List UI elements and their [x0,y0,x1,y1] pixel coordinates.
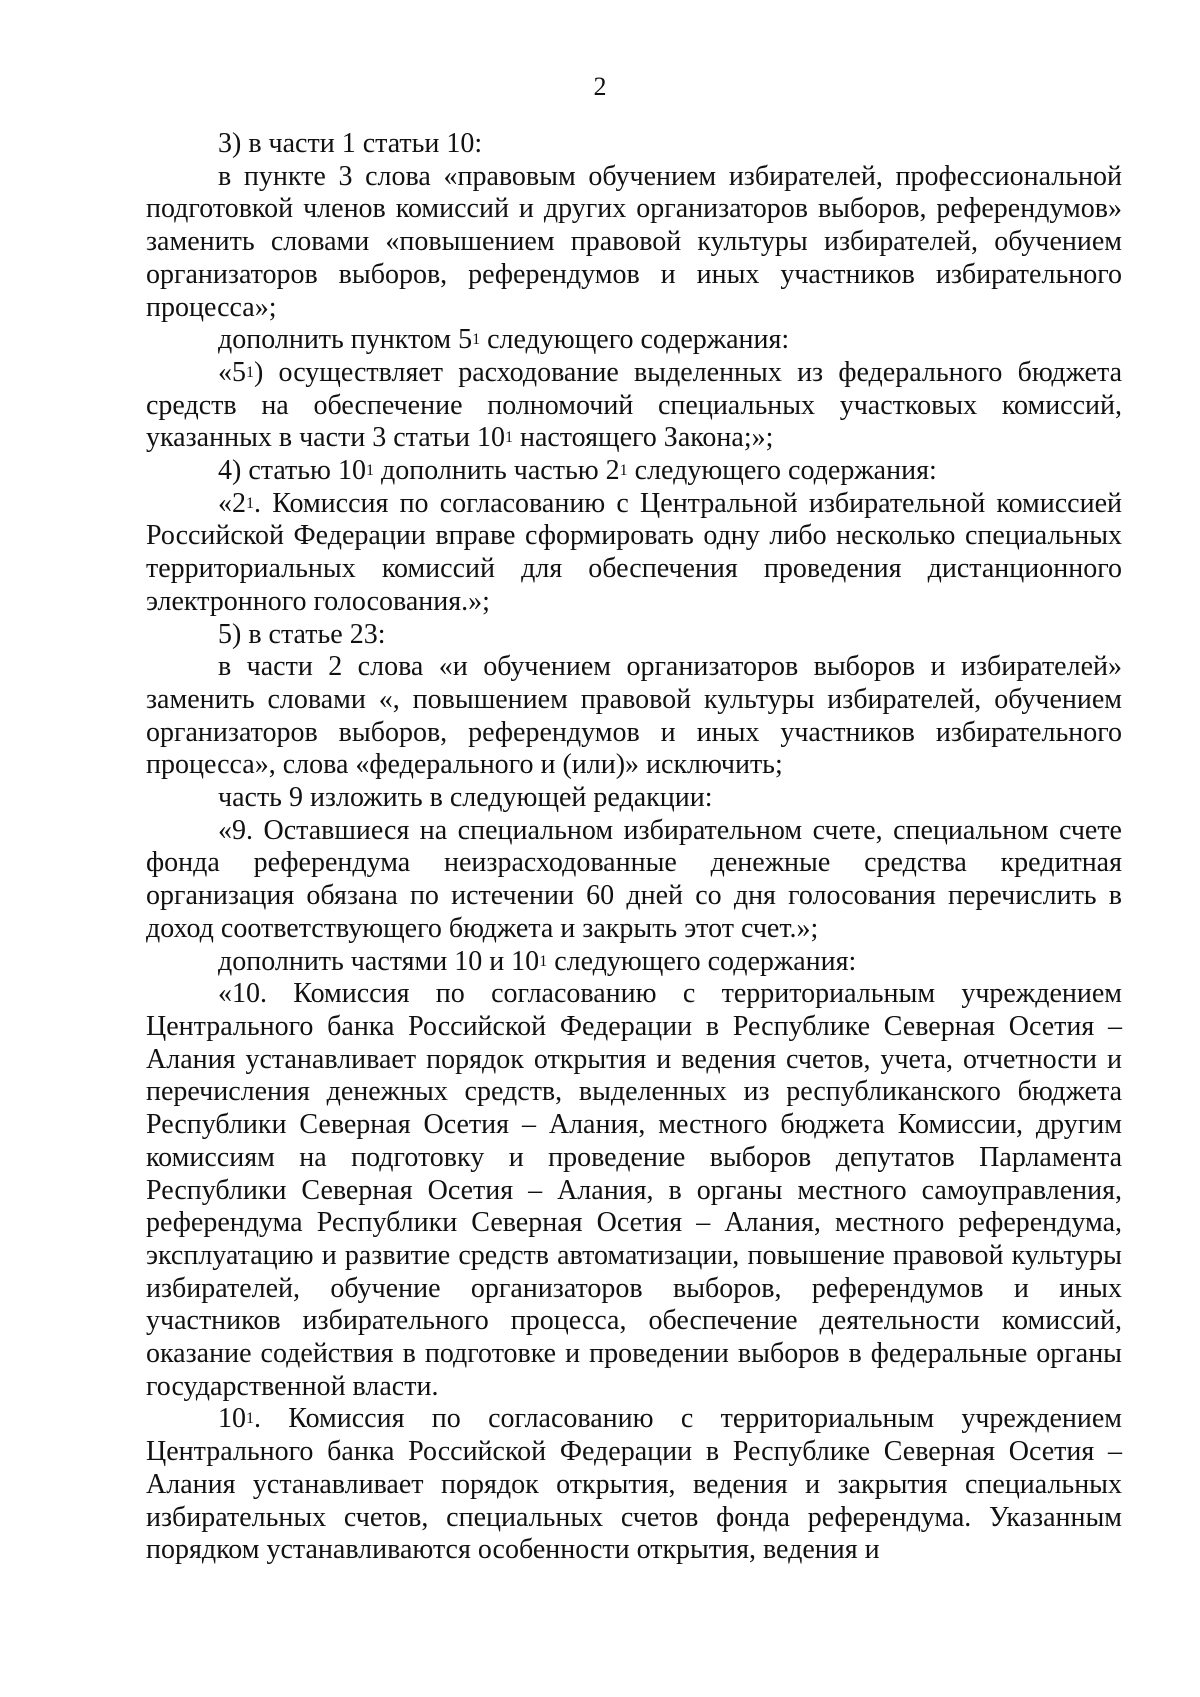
superscript: 1 [539,952,548,970]
text-run: дополнить частями 10 и 10 [218,945,540,977]
paragraph [146,1403,1122,1567]
text-run: настоящего Закона;»; [512,422,774,454]
text-run: следующего содержания: [627,455,937,487]
text-run: следующего содержания: [547,945,857,977]
page-number: 2 [593,72,607,101]
text-run: ) осуществляет расходование выделенных из федерального бюджета средств на обеспечение полномочий специальных участковых комиссий, указанных в части 3 статьи 10 [146,356,1122,454]
paragraph [146,651,1122,782]
paragraph [146,357,1122,455]
paragraph [146,161,1122,325]
paragraph [146,324,1122,357]
paragraph [146,455,1122,488]
superscript: 1 [246,1410,254,1428]
superscript: 1 [246,494,254,512]
paragraph [146,815,1122,946]
document-body [146,128,1122,1567]
text-run: часть 9 изложить в следующей редакции: [218,782,713,814]
text-run: «10. Комиссия по согласованию с территориальным учреждением Центрального банка Российской Федерации в Республике Северная Осетия – Алания устанавливает порядок открытия и ведения счетов, учета, отчетности и перечисления денежных средств, выделенных из республиканского бюджета Республики Северная Осетия – Алания, местного бюджета Комиссии, другим комиссиям на подготовку и проведение выборов депутатов Парламента Республики Северная Осетия – Алания, в органы местного самоуправления, референдума Республики Северная Осетия – Алания, местного референдума, эксплуатацию и развитие средств автоматизации, повышение правовой культуры избирателей, обучение организаторов выборов, референдумов и иных участников избирательного процесса, обеспечение деятельности комиссий, оказание содействия в подготовке и проведении выборов в федеральные органы государственной власти. [146,978,1122,1402]
text-run: дополнить пунктом 5 [218,324,473,356]
paragraph [146,619,1122,652]
text-run: следующего содержания: [480,324,790,356]
text-run: . Комиссия по согласованию с Центральной избирательной комиссией Российской Федерации вправе сформировать одну либо несколько специальных территориальных комиссий для обеспечения проведения дистанционного электронного голосования.»; [146,487,1122,617]
text-run: 4) статью 10 [218,455,366,487]
text-run: 3) в части 1 статьи 10: [218,128,483,159]
text-run: «2 [218,487,246,519]
paragraph [146,488,1122,619]
text-run: «9. Оставшиеся на специальном избирательном счете, специальном счете фонда референдума неизрасходованные денежные средства кредитная организация обязана по истечении 60 дней со дня голосования перечислить в доход соответствующего бюджета и закрыть этот счет.»; [146,814,1122,944]
paragraph [146,978,1122,1403]
superscript: 1 [619,462,628,480]
text-run: . Комиссия по согласованию с территориальным учреждением Центрального банка Российской Федерации в Республике Северная Осетия – Алания устанавливает порядок открытия, ведения и закрытия специальных избирательных счетов, специальных счетов фонда референдума. Указанным порядком устанавливаются особенности открытия, ведения и [146,1403,1122,1566]
text-run: 10 [218,1403,246,1435]
text-run: «5 [218,356,246,388]
paragraph [146,782,1122,815]
superscript: 1 [472,331,481,349]
text-run: в части 2 слова «и обучением организаторов выборов и избирателей» заменить словами «, повышением правовой культуры избирателей, обучением организаторов выборов, референдумов и иных участников избирательного процесса», слова «федерального и (или)» исключить; [146,651,1122,781]
superscript: 1 [246,363,254,381]
text-run: дополнить частью 2 [373,455,620,487]
text-run: в пункте 3 слова «правовым обучением избирателей, профессиональной подготовкой членов комиссий и других организаторов выборов, референдумов» заменить словами «повышением правовой культуры избирателей, обучением организаторов выборов, референдумов и иных участников избирательного процесса»; [146,160,1122,323]
superscript: 1 [504,429,513,447]
paragraph [146,946,1122,979]
text-run: 5) в статье 23: [218,618,386,650]
paragraph [146,128,1122,161]
superscript: 1 [365,462,374,480]
